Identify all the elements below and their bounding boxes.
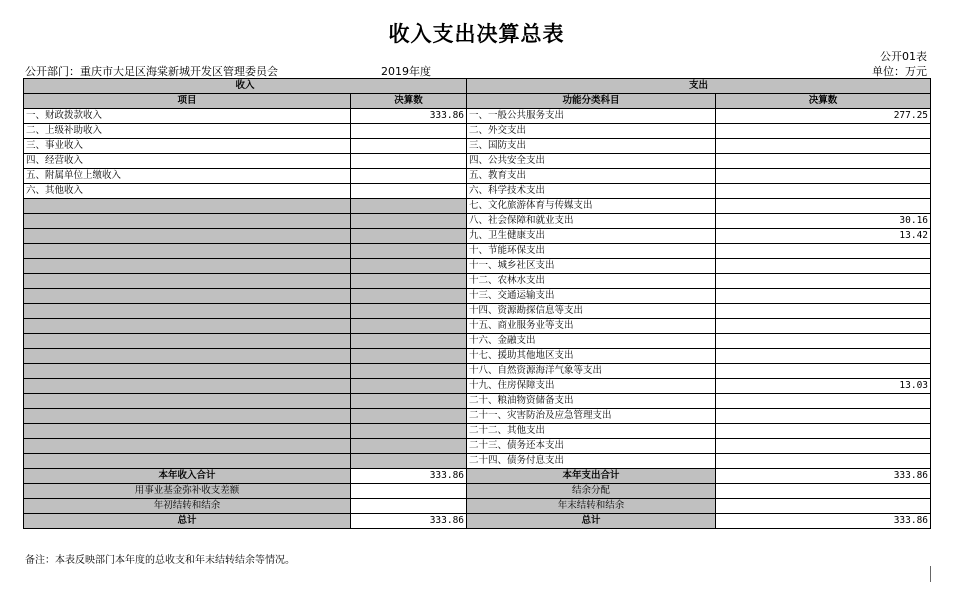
table-row (24, 289, 931, 304)
expense-item-value: 277.25 (716, 109, 931, 124)
expense-item-label: 六、科学技术支出 (467, 184, 716, 199)
income-empty-cell (351, 214, 467, 229)
income-empty-cell (351, 244, 467, 259)
expense-item-label: 八、社会保障和就业支出 (467, 214, 716, 229)
item-header: 项目 (24, 94, 351, 109)
income-empty-cell (24, 349, 351, 364)
expense-item-label: 十九、住房保障支出 (467, 379, 716, 394)
table-row (24, 109, 931, 124)
income-empty-cell (24, 394, 351, 409)
table-row (24, 349, 931, 364)
income-empty-cell (351, 379, 467, 394)
expense-item-label: 四、公共安全支出 (467, 154, 716, 169)
expense-item-label: 十四、资源勘探信息等支出 (467, 304, 716, 319)
expense-item-value: 13.03 (716, 379, 931, 394)
column-header-row (24, 94, 931, 109)
expense-item-value (716, 274, 931, 289)
section-header-row (24, 79, 931, 94)
income-empty-cell (351, 364, 467, 379)
income-header: 收入 (24, 79, 467, 94)
income-empty-cell (351, 349, 467, 364)
expense-item-label: 一、一般公共服务支出 (467, 109, 716, 124)
expense-item-label: 十、节能环保支出 (467, 244, 716, 259)
table-row (24, 274, 931, 289)
income-empty-cell (351, 424, 467, 439)
grand-value-left: 333.86 (351, 514, 467, 529)
table-row (24, 439, 931, 454)
income-item-value: 333.86 (351, 109, 467, 124)
expense-item-value (716, 199, 931, 214)
expense-item-label: 二十、粮油物资储备支出 (467, 394, 716, 409)
expense-item-label: 二、外交支出 (467, 124, 716, 139)
total-row (24, 469, 931, 484)
income-item-value (351, 184, 467, 199)
table-row (24, 319, 931, 334)
income-empty-cell (24, 364, 351, 379)
expense-item-label: 十六、金融支出 (467, 334, 716, 349)
unit-label: 单位：万元 (872, 65, 927, 78)
fund-value (351, 484, 467, 499)
income-total-label: 本年收入合计 (24, 469, 351, 484)
fund-label: 用事业基金弥补收支差额 (24, 484, 351, 499)
expense-item-value: 30.16 (716, 214, 931, 229)
income-empty-cell (351, 289, 467, 304)
income-item-value (351, 124, 467, 139)
income-empty-cell (351, 394, 467, 409)
income-empty-cell (351, 409, 467, 424)
year-label: 2019年度 (381, 65, 431, 78)
table-row (24, 379, 931, 394)
income-empty-cell (24, 229, 351, 244)
income-empty-cell (24, 379, 351, 394)
summary-rows (24, 469, 931, 529)
expense-header: 支出 (467, 79, 931, 94)
table-row (24, 139, 931, 154)
form-code: 公开01表 (880, 50, 927, 63)
expense-item-label: 十二、农林水支出 (467, 274, 716, 289)
income-empty-cell (351, 229, 467, 244)
income-empty-cell (351, 304, 467, 319)
income-empty-cell (351, 454, 467, 469)
footnote: 备注：本表反映部门本年度的总收支和年末结转结余等情况。 (25, 555, 295, 566)
income-item-value (351, 169, 467, 184)
grand-label-left: 总计 (24, 514, 351, 529)
income-empty-cell (24, 304, 351, 319)
income-empty-cell (351, 259, 467, 274)
expense-item-label: 十五、商业服务业等支出 (467, 319, 716, 334)
expense-item-value (716, 124, 931, 139)
expense-item-value (716, 424, 931, 439)
grand-label-right: 总计 (467, 514, 716, 529)
expense-item-label: 二十二、其他支出 (467, 424, 716, 439)
income-empty-cell (351, 274, 467, 289)
income-empty-cell (24, 424, 351, 439)
table-row (24, 154, 931, 169)
table-row (24, 184, 931, 199)
expense-item-label: 十三、交通运输支出 (467, 289, 716, 304)
income-empty-cell (24, 214, 351, 229)
income-empty-cell (24, 454, 351, 469)
table-row (24, 454, 931, 469)
table-row (24, 214, 931, 229)
expense-item-value (716, 364, 931, 379)
budget-table (23, 78, 931, 529)
expense-item-label: 九、卫生健康支出 (467, 229, 716, 244)
table-row (24, 304, 931, 319)
expense-item-value (716, 439, 931, 454)
alloc-value (716, 484, 931, 499)
income-item-value (351, 139, 467, 154)
income-empty-cell (24, 259, 351, 274)
income-empty-cell (351, 319, 467, 334)
expense-item-label: 二十三、债务还本支出 (467, 439, 716, 454)
expense-item-label: 五、教育支出 (467, 169, 716, 184)
table-row (24, 169, 931, 184)
expense-item-label: 二十一、灾害防治及应急管理支出 (467, 409, 716, 424)
expense-total-value: 333.86 (716, 469, 931, 484)
department-label: 公开部门：重庆市大足区海棠新城开发区管理委员会 (25, 65, 278, 78)
expense-item-value (716, 349, 931, 364)
fund-row (24, 484, 931, 499)
carryover-row (24, 499, 931, 514)
table-row (24, 229, 931, 244)
income-item-label: 三、事业收入 (24, 139, 351, 154)
expense-item-label: 十七、援助其他地区支出 (467, 349, 716, 364)
divider-line (930, 566, 931, 582)
income-empty-cell (24, 244, 351, 259)
table-row (24, 394, 931, 409)
table-row (24, 364, 931, 379)
end-value (716, 499, 931, 514)
expense-item-value: 13.42 (716, 229, 931, 244)
expense-item-value (716, 259, 931, 274)
income-item-label: 一、财政拨款收入 (24, 109, 351, 124)
amount-header: 决算数 (351, 94, 467, 109)
income-empty-cell (351, 199, 467, 214)
expense-item-value (716, 394, 931, 409)
expense-item-value (716, 319, 931, 334)
income-item-label: 五、附属单位上缴收入 (24, 169, 351, 184)
income-empty-cell (24, 199, 351, 214)
income-empty-cell (351, 334, 467, 349)
table-row (24, 124, 931, 139)
grand-value-right: 333.86 (716, 514, 931, 529)
income-empty-cell (24, 334, 351, 349)
income-empty-cell (24, 274, 351, 289)
table-row (24, 409, 931, 424)
income-total-value: 333.86 (351, 469, 467, 484)
begin-value (351, 499, 467, 514)
expense-item-label: 十八、自然资源海洋气象等支出 (467, 364, 716, 379)
income-item-label: 六、其他收入 (24, 184, 351, 199)
expense-item-value (716, 139, 931, 154)
table-row (24, 424, 931, 439)
end-label: 年末结转和结余 (467, 499, 716, 514)
report-title: 收入支出决算总表 (388, 22, 565, 46)
expense-item-label: 二十四、债务付息支出 (467, 454, 716, 469)
expense-item-label: 七、文化旅游体育与传媒支出 (467, 199, 716, 214)
income-empty-cell (24, 289, 351, 304)
expense-item-value (716, 454, 931, 469)
income-empty-cell (351, 439, 467, 454)
expense-item-value (716, 289, 931, 304)
income-empty-cell (24, 439, 351, 454)
income-item-label: 四、经营收入 (24, 154, 351, 169)
func-item-header: 功能分类科目 (467, 94, 716, 109)
income-empty-cell (24, 409, 351, 424)
table-row (24, 334, 931, 349)
expense-total-label: 本年支出合计 (467, 469, 716, 484)
amount2-header: 决算数 (716, 94, 931, 109)
expense-item-value (716, 184, 931, 199)
expense-item-value (716, 409, 931, 424)
expense-item-value (716, 169, 931, 184)
table-row (24, 259, 931, 274)
begin-label: 年初结转和结余 (24, 499, 351, 514)
table-row (24, 244, 931, 259)
income-item-value (351, 154, 467, 169)
alloc-label: 结余分配 (467, 484, 716, 499)
grand-total-row (24, 514, 931, 529)
income-empty-cell (24, 319, 351, 334)
expense-item-label: 三、国防支出 (467, 139, 716, 154)
expense-item-label: 十一、城乡社区支出 (467, 259, 716, 274)
expense-item-value (716, 154, 931, 169)
income-item-label: 二、上级补助收入 (24, 124, 351, 139)
expense-item-value (716, 334, 931, 349)
expense-item-value (716, 304, 931, 319)
expense-item-value (716, 244, 931, 259)
table-row (24, 199, 931, 214)
